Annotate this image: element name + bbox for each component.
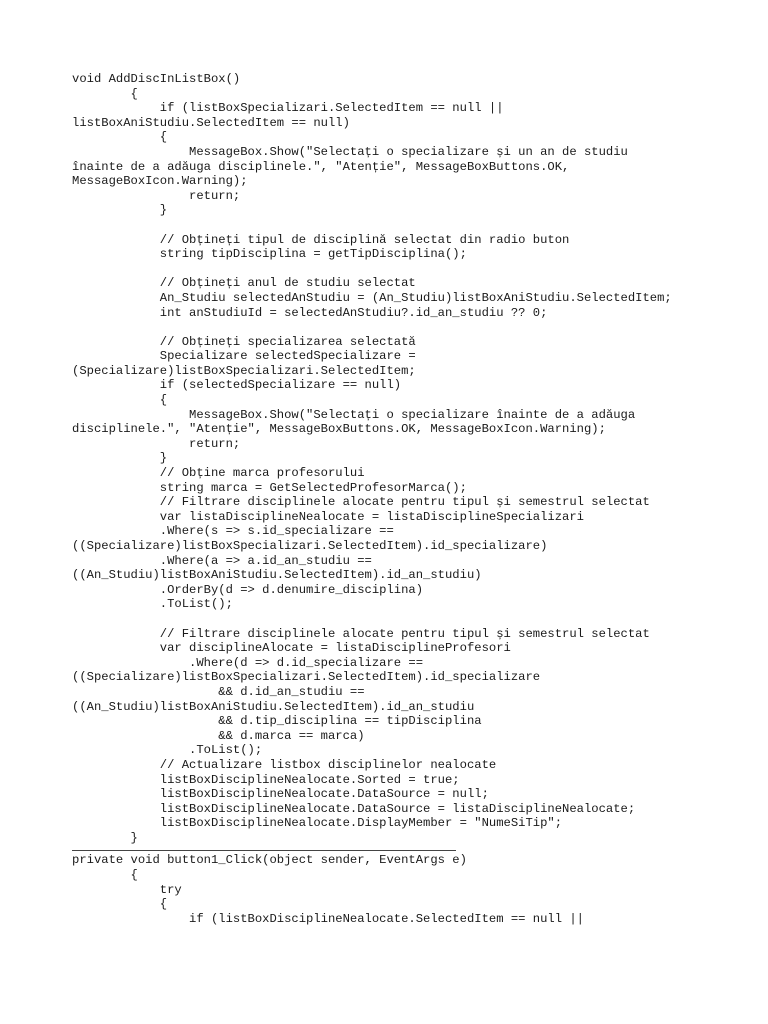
code-line: MessageBoxIcon.Warning); <box>72 174 248 189</box>
code-line: if (selectedSpecializare == null) <box>72 378 402 393</box>
code-line: if (listBoxSpecializari.SelectedItem == null || <box>72 101 504 116</box>
code-line <box>72 262 752 277</box>
code-line: private void button1_Click(object sender, EventArgs e) <box>72 853 467 868</box>
code-line: { <box>72 868 138 883</box>
code-line: MessageBox.Show("Selectați o specializare și un an de studiu <box>72 144 628 159</box>
code-line: Specializare selectedSpecializare = <box>72 349 416 364</box>
code-line: listBoxDisciplineNealocate.DataSource = null; <box>72 787 489 802</box>
code-line: string marca = GetSelectedProfesorMarca(); <box>72 480 467 495</box>
code-line: var disciplineAlocate = listaDisciplineProfesori <box>72 641 511 656</box>
section-divider <box>72 850 456 851</box>
code-line: && d.tip_disciplina == tipDisciplina <box>72 714 482 729</box>
code-line: ((An_Studiu)listBoxAniStudiu.SelectedItem).id_an_studiu) <box>72 568 482 583</box>
code-line: { <box>72 130 168 145</box>
code-line: .Where(s => s.id_specializare == <box>72 524 394 539</box>
code-line: && d.id_an_studiu == <box>72 684 365 699</box>
code-line: } <box>72 451 168 466</box>
code-block-add-disc-in-list-box <box>72 72 752 845</box>
code-line: .ToList(); <box>72 597 233 612</box>
code-line: .Where(a => a.id_an_studiu == <box>72 553 372 568</box>
code-line: // Obțineți tipul de disciplină selectat din radio buton <box>72 232 570 247</box>
code-line: // Filtrare disciplinele alocate pentru tipul și semestrul selectat <box>72 626 650 641</box>
code-line: MessageBox.Show("Selectați o specializare înainte de a adăuga <box>72 407 636 422</box>
code-line: // Actualizare listbox disciplinelor nealocate <box>72 757 497 772</box>
code-line: listBoxDisciplineNealocate.DisplayMember = "NumeSiTip"; <box>72 816 563 831</box>
code-line: // Obțineți anul de studiu selectat <box>72 276 416 291</box>
code-line: listBoxAniStudiu.SelectedItem == null) <box>72 115 350 130</box>
code-line: && d.marca == marca) <box>72 728 365 743</box>
code-line <box>72 320 752 335</box>
code-line: // Obțineți specializarea selectată <box>72 334 416 349</box>
code-line: try <box>72 882 182 897</box>
code-line <box>72 612 752 627</box>
code-line: { <box>72 86 138 101</box>
code-line: .Where(d => d.id_specializare == <box>72 655 424 670</box>
code-line: // Obține marca profesorului <box>72 466 365 481</box>
code-line: } <box>72 830 138 845</box>
code-line: int anStudiuId = selectedAnStudiu?.id_an_studiu ?? 0; <box>72 305 548 320</box>
code-line: înainte de a adăuga disciplinele.", "Atenție", MessageBoxButtons.OK, <box>72 159 570 174</box>
code-line: { <box>72 897 168 912</box>
code-line: ((Specializare)listBoxSpecializari.SelectedItem).id_specializare <box>72 670 541 685</box>
code-listing <box>72 72 752 926</box>
code-line: } <box>72 203 168 218</box>
code-block-button1-click <box>72 853 752 926</box>
code-line: (Specializare)listBoxSpecializari.SelectedItem; <box>72 363 416 378</box>
code-line: string tipDisciplina = getTipDisciplina(); <box>72 247 467 262</box>
code-line: ((An_Studiu)listBoxAniStudiu.SelectedItem).id_an_studiu <box>72 699 475 714</box>
code-line: An_Studiu selectedAnStudiu = (An_Studiu)listBoxAniStudiu.SelectedItem; <box>72 290 672 305</box>
code-line: listBoxDisciplineNealocate.Sorted = true; <box>72 772 460 787</box>
code-line: if (listBoxDisciplineNealocate.SelectedItem == null || <box>72 911 584 926</box>
code-line: void AddDiscInListBox() <box>72 72 241 86</box>
code-line: listBoxDisciplineNealocate.DataSource = listaDisciplineNealocate; <box>72 801 636 816</box>
code-line: .OrderBy(d => d.denumire_disciplina) <box>72 582 424 597</box>
code-line: ((Specializare)listBoxSpecializari.SelectedItem).id_specializare) <box>72 539 548 553</box>
code-line: return; <box>72 436 241 451</box>
code-line: return; <box>72 188 241 203</box>
code-line <box>72 218 752 233</box>
code-line: // Filtrare disciplinele alocate pentru tipul și semestrul selectat <box>72 495 650 510</box>
code-line: { <box>72 393 168 408</box>
code-line: .ToList(); <box>72 743 263 758</box>
code-line: var listaDisciplineNealocate = listaDisciplineSpecializari <box>72 509 584 524</box>
code-line: disciplinele.", "Atenție", MessageBoxButtons.OK, MessageBoxIcon.Warning); <box>72 422 606 437</box>
